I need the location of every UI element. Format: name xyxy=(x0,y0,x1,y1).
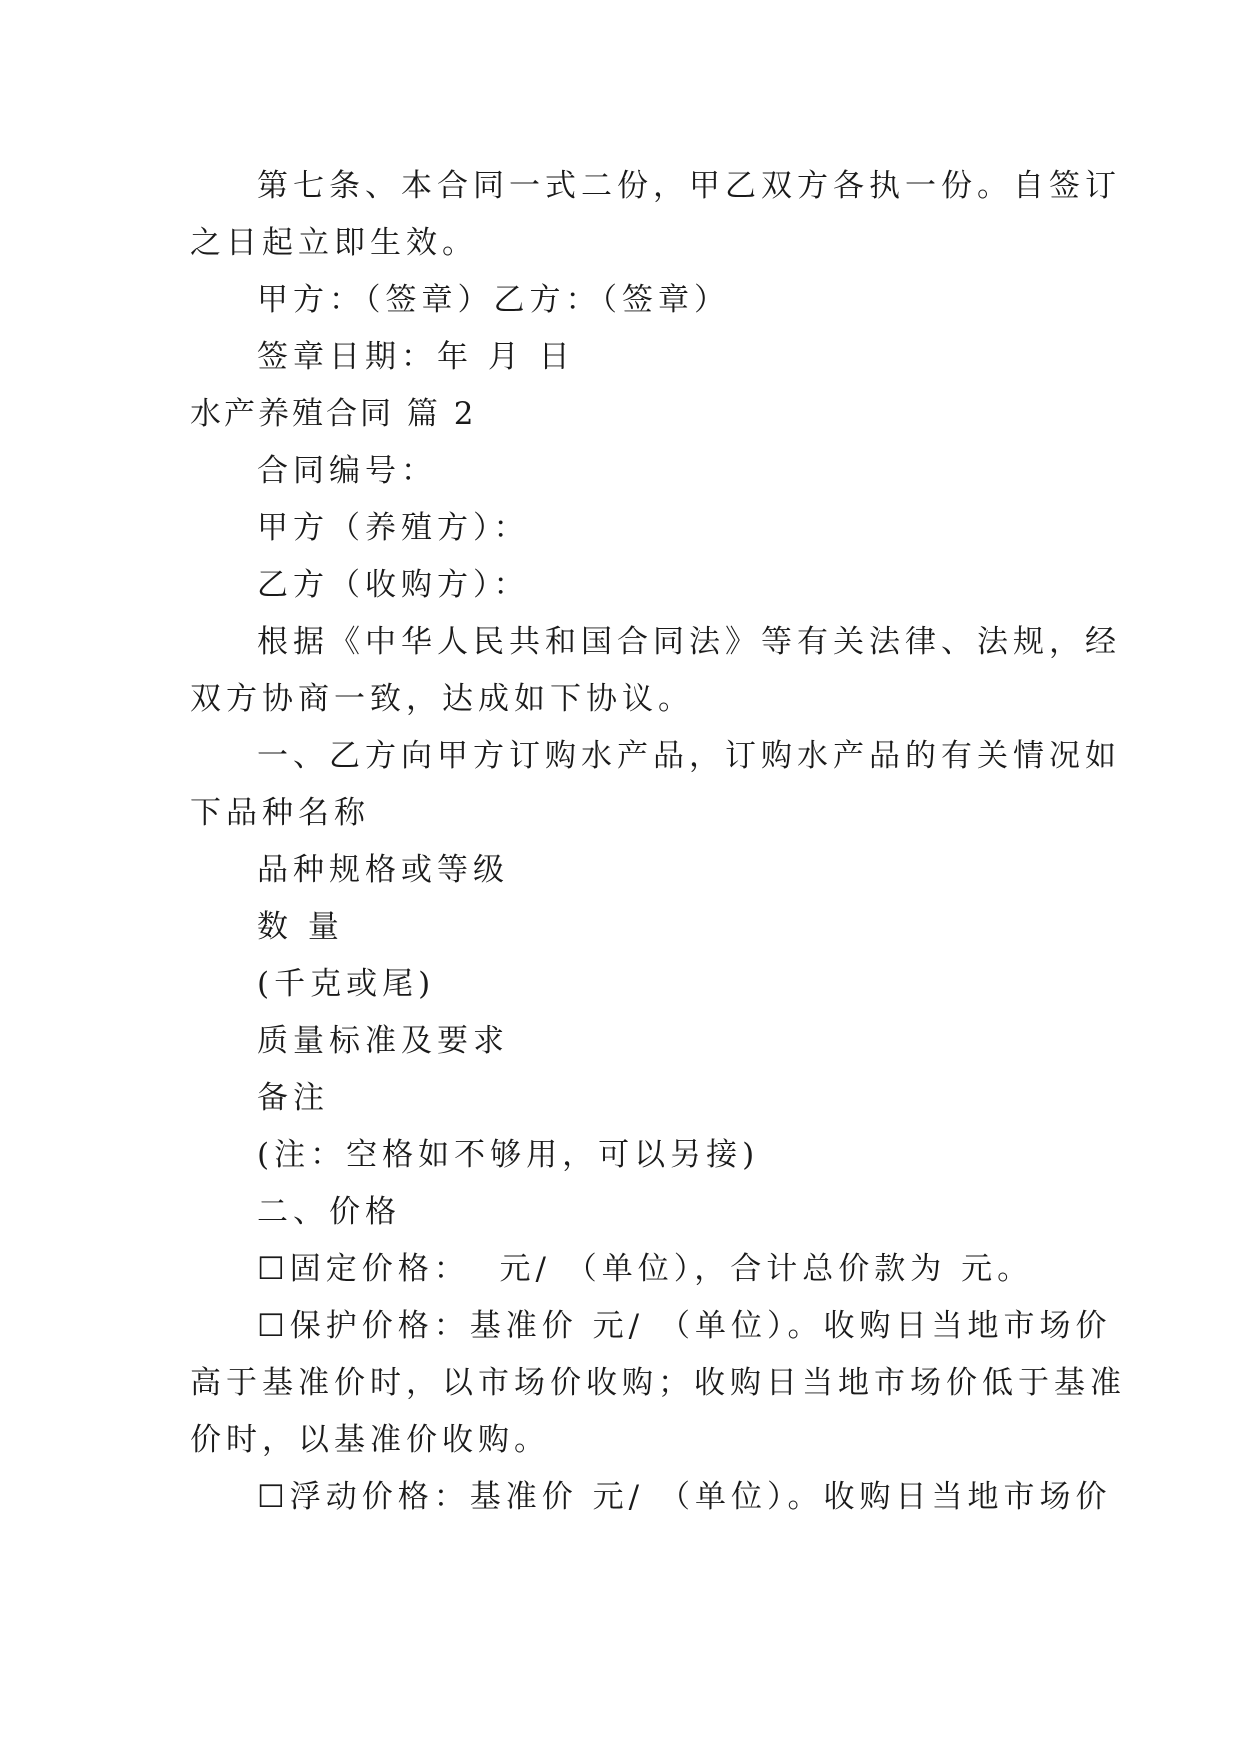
contract-number-line: 合同编号： xyxy=(257,453,437,489)
section-title: 二、价格 xyxy=(257,1194,401,1230)
paragraph-line: 之日起立即生效。 xyxy=(190,225,478,261)
date-line: 签章日期：年 月 日 xyxy=(257,339,575,375)
signature-line: 甲方：（签章）乙方：（签章） xyxy=(257,282,730,318)
note-line: (注：空格如不够用，可以另接) xyxy=(257,1137,760,1173)
table-label: 数 量 xyxy=(257,909,344,945)
paragraph-line: 根据《中华人民共和国合同法》等有关法律、法规，经 xyxy=(257,624,1121,660)
paragraph-line: 下品种名称 xyxy=(190,795,370,831)
price-option-floating: ☐浮动价格：基准价 元/ （单位）。收购日当地市场价 xyxy=(257,1479,1112,1515)
table-label: (千克或尾) xyxy=(257,966,436,1002)
paragraph-line: 一、乙方向甲方订购水产品，订购水产品的有关情况如 xyxy=(257,738,1121,774)
table-label: 备注 xyxy=(257,1080,329,1116)
table-label: 品种规格或等级 xyxy=(257,852,509,888)
paragraph-line: 第七条、本合同一式二份，甲乙双方各执一份。自签订 xyxy=(257,168,1121,204)
paragraph-line: 双方协商一致，达成如下协议。 xyxy=(190,681,694,717)
price-option-protected: ☐保护价格：基准价 元/ （单位）。收购日当地市场价 xyxy=(257,1308,1112,1344)
paragraph-line: 高于基准价时，以市场价收购；收购日当地市场价低于基准 xyxy=(190,1365,1126,1401)
party-a-line: 甲方（养殖方）： xyxy=(257,510,530,546)
price-option-fixed: ☐固定价格： 元/ （单位），合计总价款为 元。 xyxy=(257,1251,1034,1287)
paragraph-line: 价时，以基准价收购。 xyxy=(190,1422,550,1458)
table-label: 质量标准及要求 xyxy=(257,1023,509,1059)
party-b-line: 乙方（收购方）： xyxy=(257,567,530,603)
section-heading: 水产养殖合同 篇 2 xyxy=(190,396,477,432)
